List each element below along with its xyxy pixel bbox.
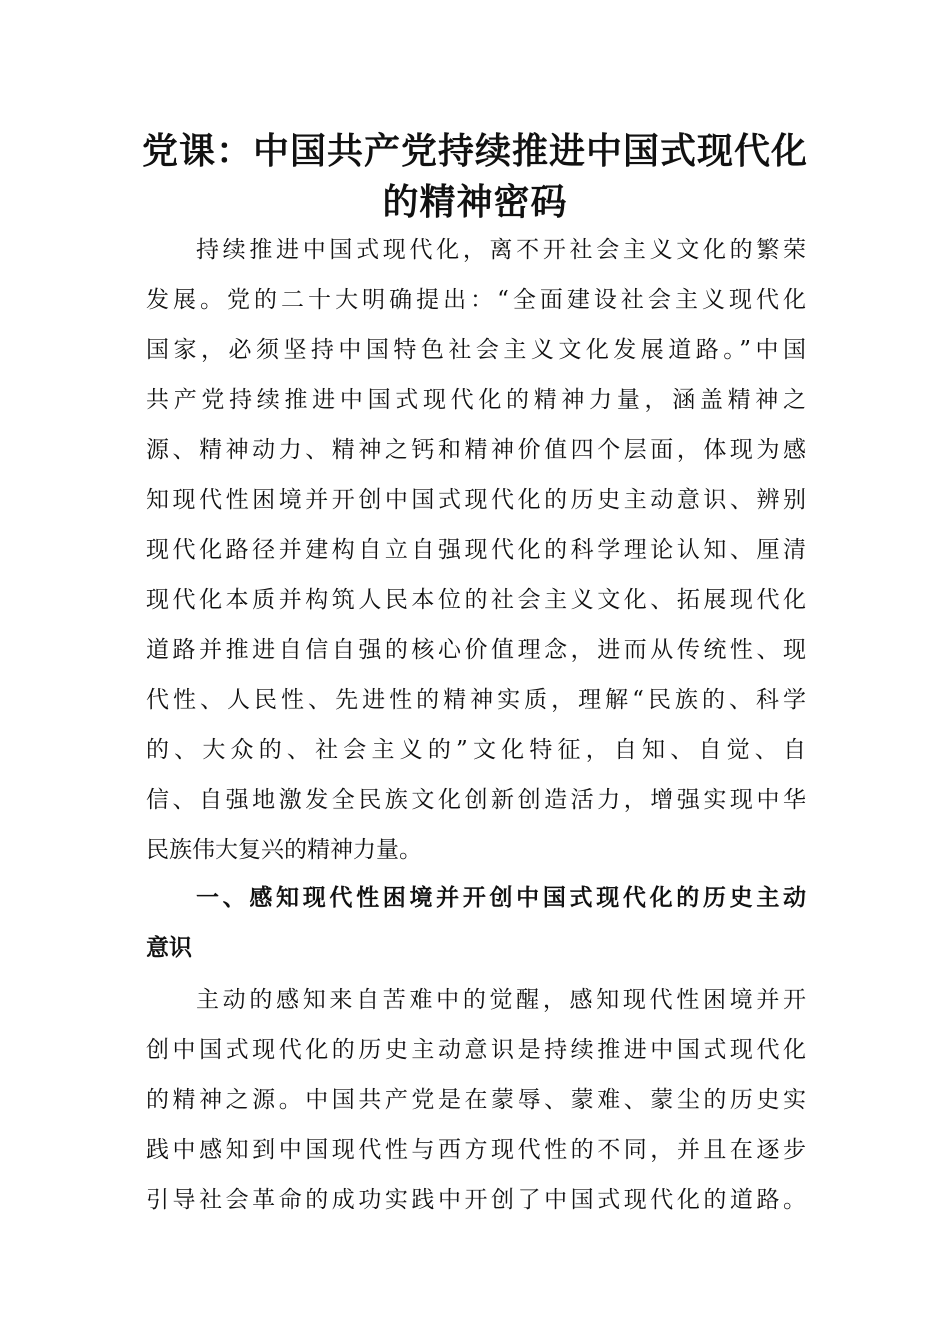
- paragraph-line: 现代化本质并构筑人民本位的社会主义文化、拓展现代化: [146, 587, 806, 613]
- paragraph-line: 代性、人民性、先进性的精神实质，理解“民族的、科学: [146, 687, 806, 713]
- document-title-line-2: 的精神密码: [382, 182, 568, 223]
- paragraph-line: 知现代性困境并开创中国式现代化的历史主动意识、辨别: [146, 487, 806, 513]
- paragraph-line: 主动的感知来自苦难中的觉醒，感知现代性困境并开: [196, 987, 806, 1013]
- paragraph-line: 国家，必须坚持中国特色社会主义文化发展道路。”中国: [146, 337, 806, 363]
- paragraph-line: 引导社会革命的成功实践中开创了中国式现代化的道路。: [146, 1187, 806, 1213]
- paragraph-line: 道路并推进自信自强的核心价值理念，进而从传统性、现: [146, 637, 806, 663]
- paragraph-line: 源、精神动力、精神之钙和精神价值四个层面，体现为感: [146, 437, 806, 463]
- paragraph-line: 信、自强地激发全民族文化创新创造活力，增强实现中华: [146, 787, 806, 813]
- paragraph-line: 持续推进中国式现代化，离不开社会主义文化的繁荣: [196, 237, 806, 263]
- section-heading-line-1: 一、感知现代性困境并开创中国式现代化的历史主动: [196, 885, 806, 911]
- document-title-line-1: 党课：中国共产党持续推进中国式现代化: [141, 131, 808, 172]
- paragraph-line: 践中感知到中国现代性与西方现代性的不同，并且在逐步: [146, 1137, 806, 1163]
- paragraph-line: 发展。党的二十大明确提出：“全面建设社会主义现代化: [146, 287, 806, 313]
- paragraph-line: 共产党持续推进中国式现代化的精神力量，涵盖精神之: [146, 387, 806, 413]
- paragraph-line: 现代化路径并建构自立自强现代化的科学理论认知、厘清: [146, 537, 806, 563]
- paragraph-line: 创中国式现代化的历史主动意识是持续推进中国式现代化: [146, 1037, 806, 1063]
- paragraph-line: 的、大众的、社会主义的”文化特征，自知、自觉、自: [146, 737, 806, 763]
- section-heading-line-2: 意识: [146, 935, 192, 961]
- paragraph-line: 的精神之源。中国共产党是在蒙辱、蒙难、蒙尘的历史实: [146, 1087, 806, 1113]
- paragraph-line: 民族伟大复兴的精神力量。: [146, 837, 422, 863]
